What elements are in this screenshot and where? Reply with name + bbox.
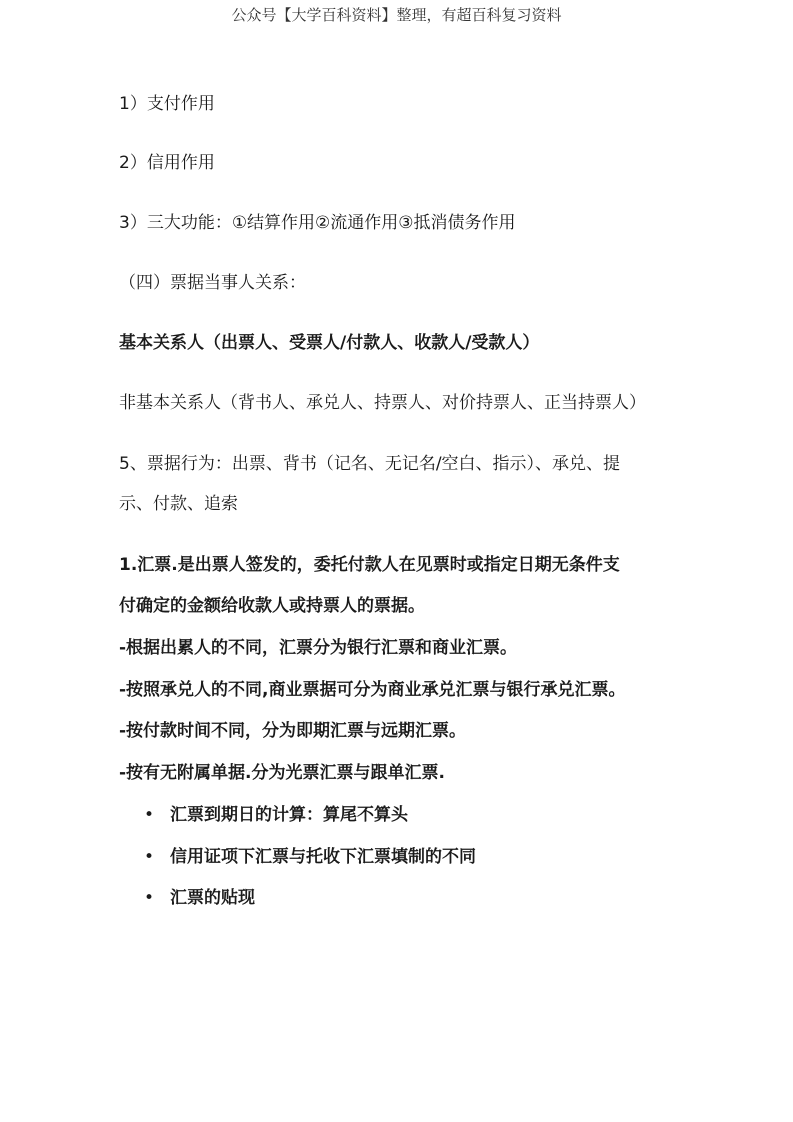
- text-line: 2）信用作用: [119, 153, 215, 173]
- text-line: 示、付款、追索: [119, 494, 238, 514]
- list-item: [144, 846, 476, 868]
- text-line: 1.汇票.是出票人签发的，委托付款人在见票时或指定日期无条件支: [119, 555, 620, 575]
- bullet-icon: •: [144, 847, 155, 867]
- text-line: -按付款时间不同，分为即期汇票与远期汇票。: [119, 721, 467, 741]
- text-line: -按照承兑人的不同,商业票据可分为商业承兑汇票与银行承兑汇票。: [119, 680, 626, 700]
- list-item: [144, 804, 408, 826]
- text-line: -根据出累人的不同，汇票分为银行汇票和商业汇票。: [119, 638, 518, 658]
- bullet-icon: •: [144, 888, 155, 908]
- page-header: 公众号【大学百科资料】整理，有超百科复习资料: [231, 6, 562, 24]
- text-line: 1）支付作用: [119, 94, 215, 114]
- list-item: [144, 887, 255, 909]
- text-line: 非基本关系人（背书人、承兑人、持票人、对价持票人、正当持票人）: [119, 393, 646, 413]
- list-item-text: 信用证项下汇票与托收下汇票填制的不同: [170, 847, 476, 867]
- text-line: 付确定的金额给收款人或持票人的票据。: [119, 596, 425, 616]
- bullet-icon: •: [144, 805, 155, 825]
- list-item-text: 汇票到期日的计算：算尾不算头: [170, 805, 408, 825]
- section-heading: （四）票据当事人关系：: [119, 273, 306, 293]
- text-line: -按有无附属单据.分为光票汇票与跟单汇票.: [119, 763, 445, 783]
- text-line: 基本关系人（出票人、受票人/付款人、收款人/受款人）: [119, 333, 540, 353]
- text-line: 3）三大功能：①结算作用②流通作用③抵消债务作用: [119, 213, 516, 233]
- text-line: 5、票据行为：出票、背书（记名、无记名/空白、指示）、承兑、提: [119, 454, 621, 474]
- list-item-text: 汇票的贴现: [170, 888, 255, 908]
